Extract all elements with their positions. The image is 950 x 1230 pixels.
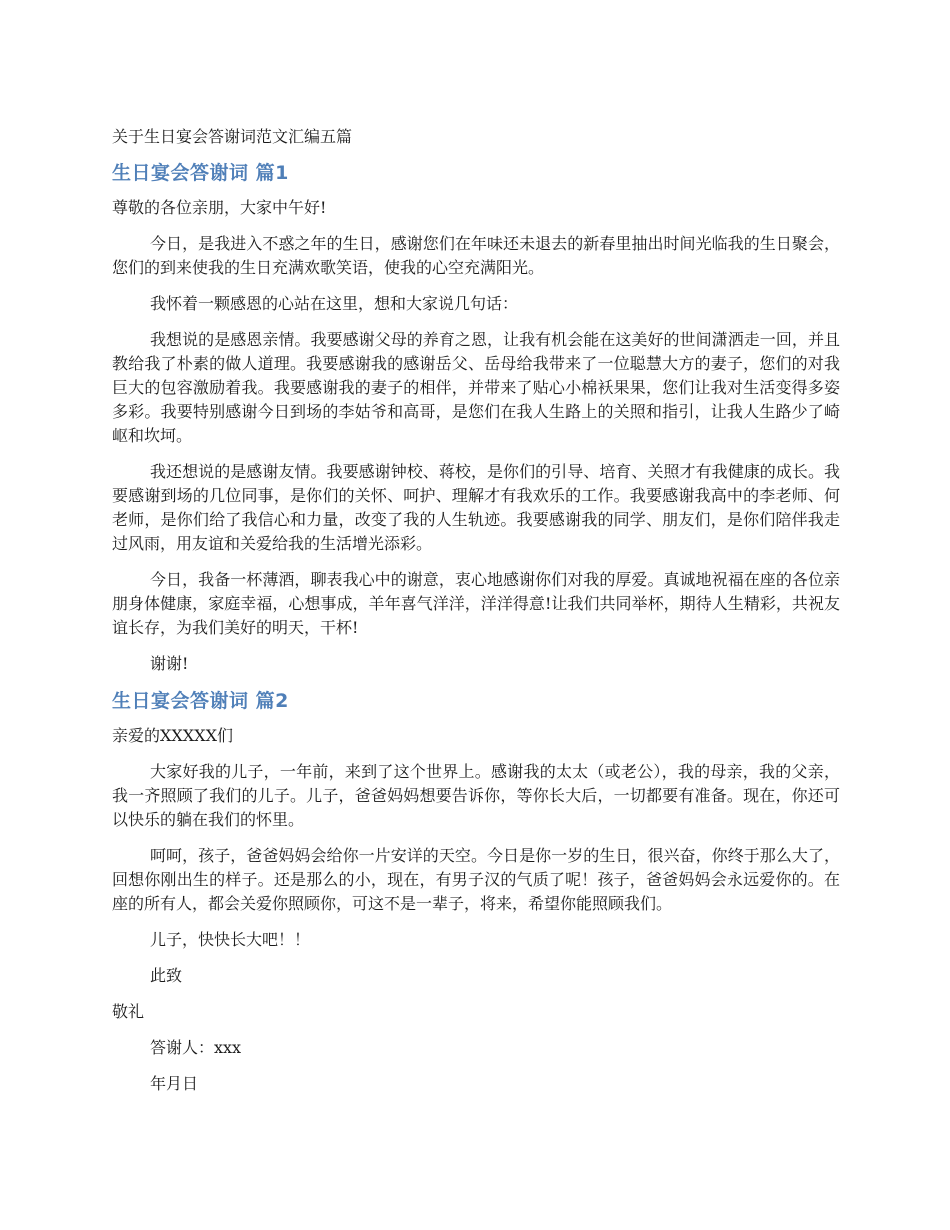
document-page	[112, 126, 840, 1108]
paragraph: 我想说的是感恩亲情。我要感谢父母的养育之恩，让我有机会能在这美好的世间潇洒走一回，并且教给我了朴素的做人道理。我要感谢我的感谢岳父、岳母给我带来了一位聪慧大方的妻子，您们的对我巨大的包容激励着我。我要感谢我的妻子的相伴，并带来了贴心小棉袄果果，您们让我对生活变得多姿多彩。我要特别感谢今日到场的李姑爷和高哥，是您们在我人生路上的关照和指引，让我人生路少了崎岖和坎坷。	[112, 330, 840, 445]
closing-line: 敬礼	[112, 1002, 145, 1021]
paragraph: 我怀着一颗感恩的心站在这里，想和大家说几句话：	[150, 294, 519, 313]
date-line: 年月日	[150, 1074, 199, 1093]
paragraph: 我还想说的是感谢友情。我要感谢钟校、蒋校，是你们的引导、培育、关照才有我健康的成长。我要感谢到场的几位同事，是你们的关怀、呵护、理解才有我欢乐的工作。我要感谢我高中的李老师、何老师，是你们给了我信心和力量，改变了我的人生轨迹。我要感谢我的同学、朋友们，是你们陪伴我走过风雨，用友谊和关爱给我的生活增光添彩。	[112, 462, 840, 553]
signature-line: 答谢人：xxx	[150, 1038, 242, 1057]
section-heading-1: 生日宴会答谢词 篇1	[112, 162, 289, 184]
salutation-1: 尊敬的各位亲朋，大家中午好!	[112, 198, 327, 217]
paragraph: 今日，是我进入不惑之年的生日，感谢您们在年味还未退去的新春里抽出时间光临我的生日聚会，您们的到来使我的生日充满欢歌笑语，使我的心空充满阳光。	[112, 234, 840, 277]
paragraph: 儿子，快快长大吧！！	[150, 930, 311, 949]
paragraph: 大家好我的儿子，一年前，来到了这个世界上。感谢我的太太（或老公），我的母亲，我的父亲，我一齐照顾了我们的儿子。儿子，爸爸妈妈想要告诉你，等你长大后，一切都要有准备。现在，你还可以快乐的躺在我们的怀里。	[112, 762, 840, 829]
paragraph: 此致	[150, 966, 183, 985]
salutation-2: 亲爱的XXXXX们	[112, 726, 233, 745]
paragraph: 呵呵，孩子，爸爸妈妈会给你一片安详的天空。今日是你一岁的生日，很兴奋，你终于那么大了，回想你刚出生的样子。还是那么的小，现在，有男子汉的气质了呢！孩子，爸爸妈妈会永远爱你的。在座的所有人，都会关爱你照顾你，可这不是一辈子，将来，希望你能照顾我们。	[112, 846, 840, 913]
section-heading-2: 生日宴会答谢词 篇2	[112, 690, 289, 712]
paragraph: 今日，我备一杯薄酒，聊表我心中的谢意，衷心地感谢你们对我的厚爱。真诚地祝福在座的各位亲朋身体健康，家庭幸福，心想事成，羊年喜气洋洋，洋洋得意!让我们共同举杯，期待人生精彩，共祝友谊长存，为我们美好的明天，干杯!	[112, 570, 840, 637]
paragraph: 谢谢!	[150, 654, 189, 673]
document-title: 关于生日宴会答谢词范文汇编五篇	[112, 127, 353, 146]
